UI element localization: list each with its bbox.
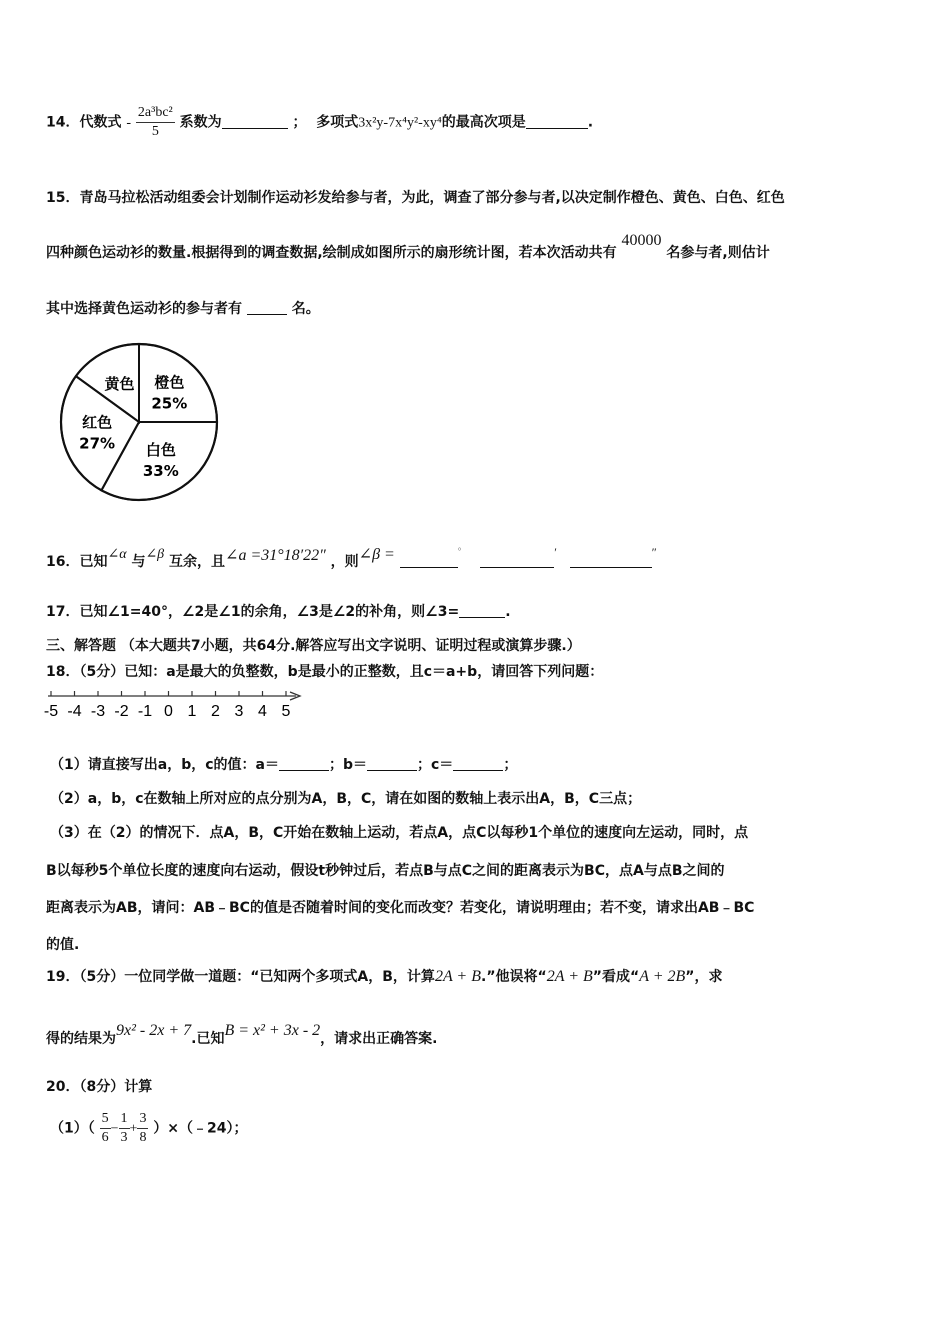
q20-p1b: ）×（﹣24）； (153, 1120, 248, 1137)
q16-min: ′ (554, 545, 557, 559)
q16-c: ，则 (330, 554, 359, 570)
question-17 (46, 601, 511, 621)
q20-p1a: （1）（ (50, 1120, 95, 1137)
q18-blank-a[interactable] (279, 756, 329, 771)
q14-end: . (587, 114, 594, 131)
number-line-tick-label: -2 (114, 703, 129, 720)
q18-part-3-line-4: 的值. (46, 937, 80, 953)
question-14 (46, 104, 593, 141)
number-line-tick-label: 1 (187, 703, 197, 720)
q18-part-3-line-3: 距离表示为AB，请问：AB﹣BC的值是否随着时间的变化而改变？若变化，请说明理由；若不变，请求出AB﹣BC (46, 900, 755, 916)
q15-total: 40000 (621, 232, 662, 249)
q19-e: 得的结果为 (46, 1031, 116, 1047)
q14-prefix: 代数式 (79, 114, 122, 131)
number-line[interactable] (44, 686, 306, 722)
q19-line-2 (46, 1022, 438, 1048)
q16-blank-deg[interactable] (400, 553, 458, 568)
pie-chart (55, 338, 225, 508)
q19-line-1 (46, 966, 722, 986)
number-line-tick-label: 3 (234, 703, 244, 720)
q19-f: .已知 (191, 1031, 225, 1047)
number-line-tick-label: 5 (281, 703, 291, 720)
q19-b: .”他误将“ (481, 969, 547, 985)
q20-frac-2-denominator: 3 (120, 1130, 128, 1145)
pie-value-2: 27% (79, 434, 116, 453)
number-line-tick-label: 4 (258, 703, 267, 720)
q19-b-expression: B = x² + 3x - 2 (224, 1022, 321, 1039)
q18-intro: 18．（5分）已知：a是最大的负整数，b是最小的正整数，且c＝a+b，请回答下列问题： (46, 664, 604, 680)
pie-value-1: 33% (142, 461, 179, 480)
q20-frac-1 (100, 1110, 111, 1147)
pie-label-2: 红色 (82, 413, 113, 432)
q17-blank[interactable] (459, 603, 505, 618)
q18-p1b: ；b＝ (328, 757, 367, 773)
q18-blank-b[interactable] (367, 756, 417, 771)
q16-a: 16．已知 (46, 554, 108, 570)
q20-frac-3-numerator: 3 (137, 1110, 148, 1129)
q14-fraction (136, 104, 175, 141)
number-line-tick-label: 2 (211, 703, 220, 720)
number-line-tick-label: -1 (137, 703, 153, 720)
q18-part-1 (50, 754, 517, 774)
q14-poly-label: 多项式 (316, 114, 359, 131)
q14-frac-denominator: 5 (151, 124, 159, 139)
q15-line-3 (46, 298, 320, 318)
q20-frac-2-numerator: 1 (119, 1110, 130, 1129)
q19-c: ”看成“ (592, 969, 640, 985)
q15-line-3b: 名。 (291, 301, 320, 317)
q14-sep: ； (292, 114, 307, 131)
q19-expr-1: 2A + B (434, 968, 481, 985)
q19-g: ，请求出正确答案. (320, 1031, 438, 1047)
pie-label-3: 黄色 (104, 374, 135, 393)
q15-line-2 (46, 232, 770, 262)
pie-label-0: 橙色 (154, 373, 185, 392)
q18-blank-c[interactable] (453, 756, 503, 771)
q20-op-1: − (110, 1121, 119, 1137)
q16-alpha: ∠α (107, 547, 127, 562)
q20-part-1 (50, 1110, 248, 1147)
section-header: 三、解答题 （本大题共7小题，共64分.解答应写出文字说明、证明过程或演算步骤.） (46, 638, 581, 654)
q16-beta: ∠β (145, 547, 165, 562)
q18-p1c: ；c＝ (417, 757, 454, 773)
q16-ask: ∠β = (358, 546, 395, 563)
pie-label-1: 白色 (145, 440, 176, 459)
q17-text: 17．已知∠1=40°，∠2是∠1的余角，∠3是∠2的补角，则∠3= (46, 604, 460, 620)
q19-d: ”，求 (685, 969, 723, 985)
number-line-tick-label: 0 (164, 703, 173, 720)
q16-yu: 与 (131, 554, 146, 570)
q18-p1a: （1）请直接写出a，b，c的值：a＝ (50, 757, 279, 773)
q20-frac-3-denominator: 8 (139, 1130, 147, 1145)
q14-blank-1[interactable] (222, 114, 288, 129)
q19-result: 9x² - 2x + 7 (116, 1022, 192, 1039)
q14-number: 14． (46, 114, 80, 131)
q20-title: 20．（8分）计算 (46, 1079, 153, 1095)
number-line-tick-label: -4 (67, 703, 82, 720)
q18-part-2: （2）a，b，c在数轴上所对应的点分别为A，B，C，请在如图的数轴上表示出A，B，C三点； (50, 791, 642, 807)
q18-part-3-line-2: B以每秒5个单位长度的速度向右运动，假设t秒钟过后，若点B与点C之间的距离表示为BC，点A与点B之间的 (46, 863, 725, 879)
q18-part-3-line-1: （3）在（2）的情况下．点A，B，C开始在数轴上运动，若点A，点C以每秒1个单位的速度向左运动，同时，点 (50, 825, 749, 841)
pie-value-0: 25% (151, 394, 188, 413)
q14-blank-2[interactable] (526, 114, 588, 129)
q20-frac-2 (119, 1110, 130, 1147)
q19-expr-3: A + 2B (639, 968, 686, 985)
q16-given: ∠a =31°18′22″ (225, 547, 326, 564)
q16-deg: ° (457, 546, 462, 556)
q14-minus: - (126, 115, 132, 131)
q19-expr-2: 2A + B (546, 968, 593, 985)
question-16 (46, 545, 657, 571)
q16-blank-min[interactable] (480, 553, 554, 568)
q15-line-1: 15．青岛马拉松活动组委会计划制作运动衫发给参与者，为此，调查了部分参与者,以决定制作橙色、黄色、白色、红色 (46, 190, 785, 206)
q18-p1d: ； (503, 757, 518, 773)
q14-poly: 3x²y-7x⁴y²-xy⁴ (358, 115, 442, 131)
q14-suffix: 的最高次项是 (441, 114, 526, 131)
q16-b: 互余，且 (169, 554, 226, 570)
q15-line-2b: 名参与者,则估计 (666, 245, 770, 261)
q20-frac-1-denominator: 6 (101, 1130, 109, 1145)
number-line-tick-label: -3 (90, 703, 106, 720)
q16-sec: ″ (651, 545, 657, 559)
q15-line-3a: 其中选择黄色运动衫的参与者有 (46, 301, 242, 317)
q20-frac-3 (137, 1110, 148, 1147)
q14-frac-numerator: 2a³bc² (136, 104, 175, 123)
q17-end: . (505, 604, 511, 620)
q15-blank[interactable] (247, 300, 287, 315)
q16-blank-sec[interactable] (570, 553, 652, 568)
number-line-tick-label: -5 (44, 703, 59, 720)
q19-a: 19．（5分）一位同学做一道题：“已知两个多项式A，B，计算 (46, 969, 435, 985)
q14-mid: 系数为 (179, 114, 222, 131)
q15-line-2a: 四种颜色运动衫的数量.根据得到的调查数据,绘制成如图所示的扇形统计图，若本次活动共有 (46, 245, 617, 261)
q20-frac-1-numerator: 5 (100, 1110, 111, 1129)
q20-op-2: + (129, 1121, 138, 1137)
